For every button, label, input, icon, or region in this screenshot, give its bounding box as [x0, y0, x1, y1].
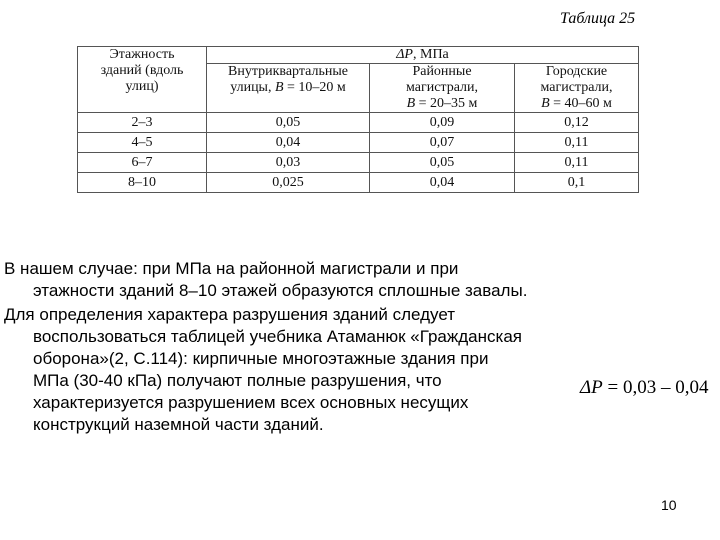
paragraph-2-line-4: МПа (30-40 кПа) получают полные разрушения, что [33, 371, 442, 390]
paragraph-2-line-2: воспользоваться таблицей учебника Атаманюк «Гражданская [33, 327, 522, 346]
header-district-line-3-var: B [406, 96, 416, 111]
header-district-roads [370, 64, 515, 113]
table-caption: Таблица 25 [560, 10, 636, 27]
cell-city: 0,11 [515, 153, 639, 173]
paragraph-2 [4, 304, 644, 436]
cell-inner: 0,025 [207, 173, 370, 193]
cell-floors: 4–5 [78, 133, 207, 153]
header-dp [207, 47, 639, 64]
cell-district: 0,04 [370, 173, 515, 193]
header-inner-line-2-suffix: = 10–20 м [283, 80, 346, 95]
cell-city: 0,12 [515, 113, 639, 133]
cell-floors: 6–7 [78, 153, 207, 173]
header-inner-line-2-var: B [274, 80, 284, 95]
header-city-line-3-var: B [541, 96, 550, 111]
header-city-line-2: магистрали, [540, 80, 613, 95]
header-dp-unit: , МПа [413, 47, 449, 62]
formula-expression: = 0,03 – 0,04 [602, 377, 709, 398]
header-district-line-1: Районные [412, 64, 472, 79]
header-floors-line-3: улиц) [125, 79, 159, 94]
header-inner-line-1: Внутриквартальные [228, 64, 348, 79]
paragraph-2-line-6: конструкций наземной части зданий. [33, 415, 324, 434]
table-row [78, 153, 639, 173]
header-dp-symbol: ΔP [396, 47, 413, 62]
cell-district: 0,07 [370, 133, 515, 153]
cell-district: 0,09 [370, 113, 515, 133]
table-row [78, 113, 639, 133]
cell-inner: 0,03 [207, 153, 370, 173]
formula-symbol: ΔP [580, 377, 603, 398]
cell-floors: 8–10 [78, 173, 207, 193]
table-row [78, 133, 639, 153]
table-header-row-1 [78, 47, 639, 64]
header-district-line-3-suffix: = 20–35 м [415, 96, 478, 111]
header-district-line-2: магистрали, [405, 80, 479, 95]
cell-city: 0,11 [515, 133, 639, 153]
header-inner-streets [207, 64, 370, 113]
paragraph-2-line-1: Для определения характера разрушения зданий следует [4, 305, 456, 324]
header-city-line-3-suffix: = 40–60 м [549, 96, 612, 111]
header-city-roads [515, 64, 639, 113]
pressure-formula [580, 377, 708, 399]
page-number: 10 [661, 497, 677, 513]
paragraph-1-line-2: этажности зданий 8–10 этажей образуются сплошные завалы. [33, 281, 528, 300]
paragraph-2-line-3: оборона»(2, С.114): кирпичные многоэтажные здания при [33, 349, 489, 368]
header-floors-line-2: зданий (вдоль [100, 63, 184, 78]
header-floors [78, 47, 207, 113]
header-inner-line-2-prefix: улицы, [230, 80, 275, 95]
header-floors-line-1: Этажность [109, 47, 175, 62]
pressure-table [77, 46, 639, 193]
paragraph-1-line-1: В нашем случае: при МПа на районной магистрали и при [4, 259, 459, 278]
cell-district: 0,05 [370, 153, 515, 173]
cell-floors: 2–3 [78, 113, 207, 133]
table-row [78, 173, 639, 193]
cell-inner: 0,05 [207, 113, 370, 133]
paragraph-1 [4, 258, 644, 302]
header-city-line-1: Городские [545, 64, 608, 79]
cell-city: 0,1 [515, 173, 639, 193]
paragraph-2-line-5: характеризуется разрушением всех основных несущих [33, 393, 469, 412]
cell-inner: 0,04 [207, 133, 370, 153]
